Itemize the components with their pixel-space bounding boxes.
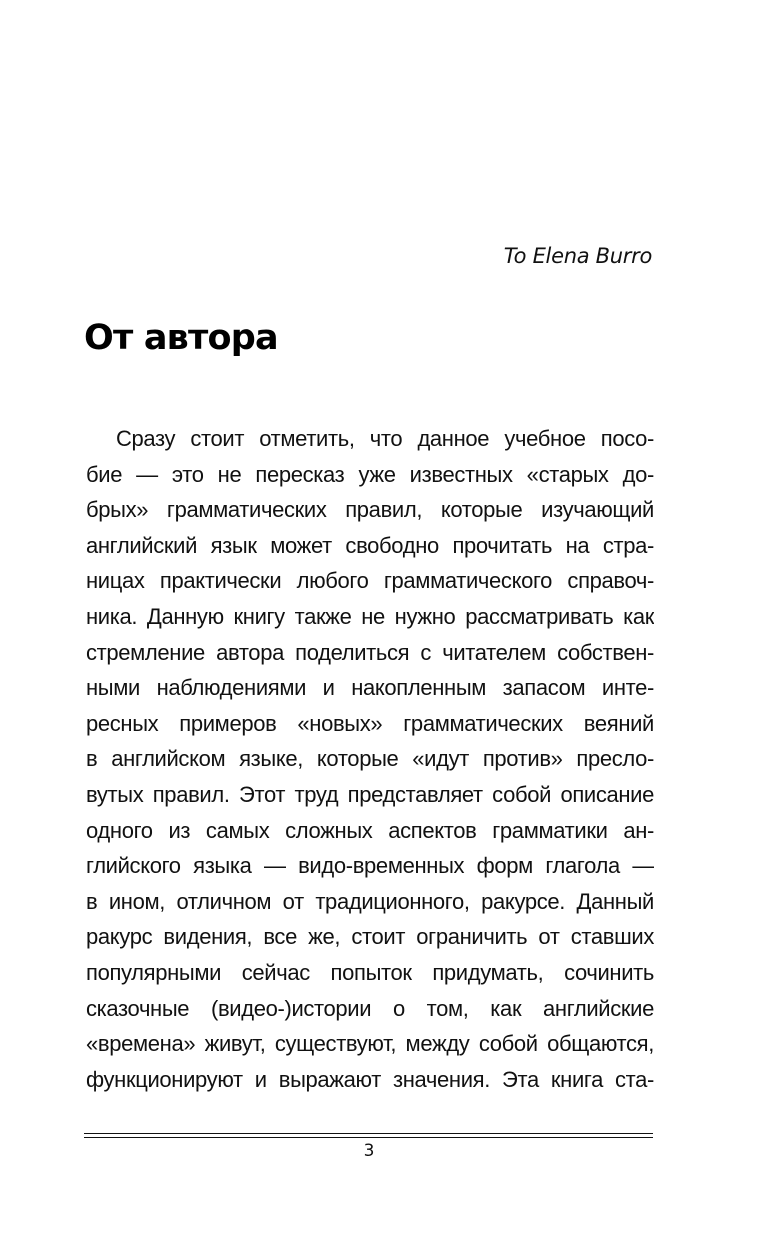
dedication: To Elena Burro [503,244,652,268]
text-line: функционируют и выражают значения. Эта книга ста- [86,1066,654,1092]
body-paragraph [86,421,654,1097]
footer-double-rule [84,1133,653,1138]
text-line: вутых правил. Этот труд представляет собой описание [86,781,654,807]
text-line: глийского языка — видо-временных форм глагола — [86,853,654,879]
text-line: ракурс видения, все же, стоит ограничить от ставших [86,924,654,950]
text-line: ницах практически любого грамматического справоч- [86,568,654,594]
chapter-title: От автора [84,318,278,358]
text-line: стремление автора поделиться с читателем собствен- [86,639,654,665]
text-line: в английском языке, которые «идут против» пресло- [86,746,654,772]
text-line: сказочные (видео-)истории о том, как английские [86,995,654,1021]
text-line: одного из самых сложных аспектов грамматики ан- [86,817,654,843]
text-line: бие — это не пересказ уже известных «старых до- [86,461,654,487]
text-line: Сразу стоит отметить, что данное учебное посо- [116,426,654,451]
text-line: английский язык может свободно прочитать на стра- [86,532,654,558]
page-number: 3 [363,1141,375,1161]
text-line: «времена» живут, существуют, между собой общаются, [86,1031,654,1057]
text-line: ресных примеров «новых» грамматических веяний [86,710,654,736]
text-line: брых» грамматических правил, которые изучающий [86,497,654,523]
text-line: в ином, отличном от традиционного, ракурсе. Данный [86,888,654,914]
text-line: популярными сейчас попыток придумать, сочинить [86,959,654,985]
text-line: ника. Данную книгу также не нужно рассматривать как [86,603,654,629]
text-line: ными наблюдениями и накопленным запасом инте- [86,675,654,701]
